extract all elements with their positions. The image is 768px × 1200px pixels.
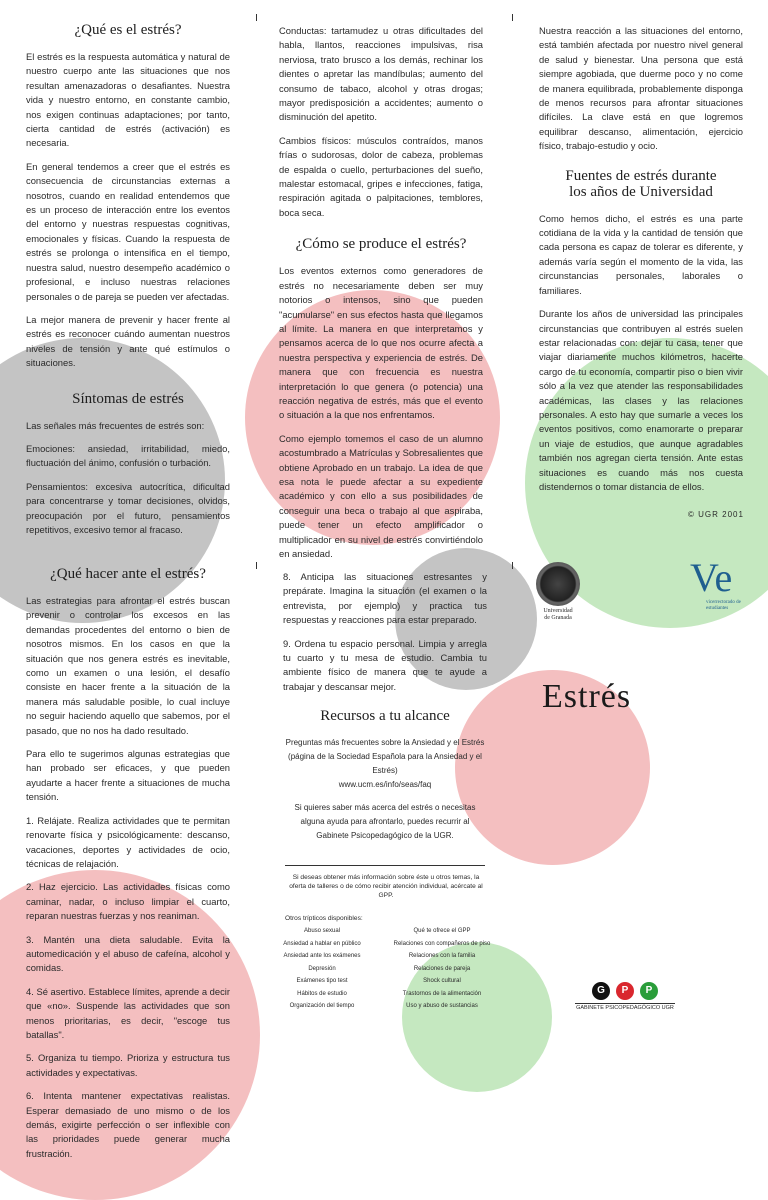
paragraph: 5. Organiza tu tiempo. Prioriza y estructura tus actividades y expectativas. (26, 1052, 230, 1078)
paragraph: 4. Sé asertivo. Establece límites, aprende a decir que «no». Suspende las actividades que son menos prioritarias, es decir, "escoge tus batallas". (26, 985, 230, 1040)
info-note: Si deseas obtener más información sobre éste u otros temas, la oferta de talleres o de cómo recibir atención individual, acércate al GPP. (289, 874, 483, 899)
list-item (262, 963, 502, 976)
paragraph: 8. Anticipa las situaciones estresantes y prepárate. Imagina la situación (el examen o la entrevista, por ejemplo) y practica tus respuestas y reacciones para estar preparado. (283, 571, 487, 626)
paragraph: Como hemos dicho, el estrés es una parte cotidiana de la vida y la cantidad de tensión que cada persona es capaz de tolerar es diferente, y además varía según el momento de la vida, las circunstancias personales, laborales o familiares. (539, 212, 743, 296)
list-item (262, 1000, 502, 1013)
brochure-item: Exámenes tipo test (296, 978, 348, 984)
others-title: Otros trípticos disponibles: (285, 915, 363, 922)
paragraph: Como ejemplo tomemos el caso de un alumno acostumbrado a Matrículas y Sobresalientes que obtiene Aprobado en un trabajo. La idea de que esa nota le puede afectar a su expediente académico y con ello a sus posibilidades de conseguir una beca o trabajo al que aspiraba, puede tener un efecto amplificador o multiplicador en su nivel de estrés convirtiéndolo en ansiedad. (279, 432, 483, 559)
cover-title: Estrés (542, 678, 632, 715)
list-item (262, 938, 502, 951)
section-heading: Recursos a tu alcance (320, 708, 450, 725)
ve-logo (690, 556, 750, 612)
gpp-letter-g: G (592, 982, 610, 1000)
bottom-column-1 (26, 566, 230, 1170)
fold-mark (512, 14, 513, 21)
brochure-item: Shock cultural (423, 978, 461, 984)
gpp-logo (575, 982, 675, 1012)
brochure-item: Relaciones con la familia (408, 953, 476, 959)
brochure-item: Ansiedad ante los exámenes (283, 953, 361, 959)
university-logo (528, 562, 588, 622)
paragraph: 2. Haz ejercicio. Las actividades físicas como caminar, nadar, o incluso limpiar el cuarto, reparan nuestras fuerzas y nos reaniman. (26, 881, 230, 922)
heading-line: los años de Universidad (569, 183, 713, 200)
section-heading: ¿Qué hacer ante el estrés? (50, 566, 206, 582)
list-item (262, 925, 502, 938)
bottom-column-2 (283, 570, 487, 843)
university-name-line: de Granada (544, 615, 572, 621)
brochure-list (262, 925, 502, 1013)
section-heading: ¿Cómo se produce el estrés? (295, 236, 467, 253)
brochure-item: Hábitos de estudio (297, 990, 347, 997)
resource-line: (página de la Sociedad Española para la Ansiedad y el Estrés) (288, 752, 482, 776)
fold-mark (256, 14, 257, 21)
list-item (262, 975, 502, 988)
paragraph: 3. Mantén una dieta saludable. Evita la automedicación y el abuso de cafeína, alcohol y comidas. (26, 933, 230, 974)
paragraph: En general tendemos a creer que el estrés es consecuencia de circunstancias externas a nosotros, cuando en realidad entendemos que es un proceso de interacción entre los eventos del entorno y nuestras respuestas cognitivas, emocionales y físicas. Cuando la respuesta de estrés se prolonga o intensifica en el tiempo, nuestra salud, nuestro desempeño académico o profesional, e incluso nuestras relaciones personales o de pareja se pueden ver afectadas. (26, 160, 230, 302)
paragraph: Cambios físicos: músculos contraídos, manos frías o sudorosas, dolor de cabeza, problemas de espalda o cuello, perturbaciones del sueño, malestar estomacal, gripes e infecciones, fatiga, respiración agitada o palpitaciones, temblores, boca seca. (279, 134, 483, 218)
gpp-label: GABINETE PSICOPEDAGÓGICO UGR (576, 1005, 674, 1011)
top-column-2 (279, 24, 483, 570)
fold-mark (256, 562, 257, 569)
ve-logo-mark: Ve (690, 555, 733, 600)
paragraph: Los eventos externos como generadores de estrés no necesariamente deben ser muy notorios o intensos, sino que pueden "acumularse" en sus efectos hasta que llegamos al límite. La manera en que interpretamos y pensamos acerca de lo que nos ocurre afecta a nuestra perspectiva y experiencia de estrés. De manera que con frecuencia es nuestra interpretación lo que genera (o potencia) una reacción negativa de estrés, más que el evento o situación a la que nos enfrentamos. (279, 265, 483, 421)
brochure-item: Relaciones de pareja (413, 965, 471, 972)
resource-link[interactable]: www.ucm.es/info/seas/faq (338, 780, 432, 790)
list-item (262, 988, 502, 1001)
ve-caption: vicerrectorado de estudiantes (706, 600, 741, 611)
paragraph: Para ello te sugerimos algunas estrategias que han probado ser eficaces, y que pueden ayudarte a hacer frente a situaciones de mucha tensión. (26, 748, 230, 803)
brochure-item: Organización del tiempo (289, 1003, 355, 1009)
paragraph: Las señales más frecuentes de estrés son: (26, 419, 205, 431)
brochure-item: Relaciones con compañeros de piso (393, 940, 491, 947)
paragraph: Conductas: tartamudez u otras dificultades del habla, llantos, reacciones impulsivas, risa nerviosa, trato brusco a los demás, rechinar los dientes o apretar las mandíbulas; aumento del consumo de tabaco, alcohol y otras drogas; mayor predisposición a accidentes; aumento o disminución del apetito. (279, 25, 483, 123)
paragraph: Las estrategias para afrontar el estrés buscan prevenir o controlar los excesos en las demandas procedentes del entorno o bien de nosotros mismos. En los casos en que la situación que nos genera estrés es inevitable, como un examen o una lesión, el desafío consiste en hacer frente a la situación de la manera más saludable posible, lo cual incluye no seguir haciendo aquello que sabemos, por el pasado, que no nos ha dado resultado. (26, 595, 230, 736)
section-heading: ¿Qué es el estrés? (74, 22, 182, 38)
fold-mark (512, 562, 513, 569)
university-name-line: Universidad (543, 608, 573, 614)
gpp-letter-p: P (640, 982, 658, 1000)
paragraph: Pensamientos: excesiva autocrítica, dificultad para concentrarse y tomar decisiones, olvidos, preocupación por el futuro, pensamientos repetitivos, excesivo temor al fracaso. (26, 480, 230, 535)
top-column-1 (26, 22, 230, 546)
brochure-item: Uso y abuso de sustancias (406, 1003, 478, 1009)
paragraph: 9. Ordena tu espacio personal. Limpia y arregla tu cuarto y tu mesa de estudio. Cambia tu ambiente físico de manera que te ayude a trabajar y descansar mejor. (283, 637, 487, 692)
section-heading (539, 168, 743, 200)
top-column-3 (539, 24, 743, 503)
paragraph: Si quieres saber más acerca del estrés o necesitas alguna ayuda para afrontarlo, puedes recurrir al Gabinete Psicopedagógico de la UGR. (294, 803, 476, 841)
paragraph: Durante los años de universidad las principales circunstancias que contribuyen al estrés suelen estar relacionadas con: dejar tu casa, tener que viajar diariamente muchos kilómetros, hacerte cargo de tu economía, compartir piso o bien vivir sólo a la vez que atender las responsabilidades académicas, las clases y las relaciones personales. A esto hay que sumarle a veces los eventos positivos, como enamorarte o preparar un viaje de estudios, que aunque agradables también nos agregan cierta tensión. Ante estas situaciones es cuando más nos cuesta distendernos o tomar distancia de ellos. (539, 308, 743, 492)
brochure-item: Depresión (308, 965, 336, 972)
brochure-item: Qué te ofrece el GPP (413, 928, 471, 934)
resource-line: Preguntas más frecuentes sobre la Ansiedad y el Estrés (285, 738, 485, 748)
paragraph: El estrés es la respuesta automática y natural de nuestro cuerpo ante las situaciones que nos resultan amenazadoras o desafiantes. Nuestra vida y nuestro entorno, en constante cambio, nos exigen continuas adaptaciones; por tanto, cierta cantidad de estrés (activación) es necesaria. (26, 51, 230, 149)
copyright: © UGR 2001 (688, 510, 744, 519)
heading-line: Fuentes de estrés durante (565, 167, 717, 184)
section-heading: Síntomas de estrés (72, 390, 184, 407)
list-item (262, 950, 502, 963)
university-seal-icon (536, 562, 580, 606)
paragraph: 1. Relájate. Realiza actividades que te permitan renovarte física y psicológicamente: descanso, vacaciones, deportes y actividades de ocio, técnicas de relajación. (26, 814, 230, 869)
divider (285, 865, 485, 866)
paragraph (283, 736, 487, 792)
brochure-item: Trastornos de la alimentación (402, 990, 482, 997)
brochure-item: Ansiedad a hablar en público (283, 940, 361, 947)
paragraph: Nuestra reacción a las situaciones del entorno, está también afectada por nuestro nivel general de salud y bienestar. Una persona que está siempre agobiada, que duerme poco y no come de manera equilibrada, probablemente disponga de menos recursos para afrontar situaciones difíciles. La clave está en que logremos equilibrar descanso, alimentación, ejercicio físico, trabajo-estudio y ocio. (539, 25, 743, 152)
paragraph: Emociones: ansiedad, irritabilidad, miedo, fluctuación del ánimo, confusión o turbación. (26, 442, 230, 469)
paragraph: La mejor manera de prevenir y hacer frente al estrés es reconocer cuándo aumentan nuestros niveles de tensión y ante qué estímulos o situaciones. (26, 313, 230, 369)
gpp-letter-p: P (616, 982, 634, 1000)
paragraph: 6. Intenta mantener expectativas realistas. Esperar demasiado de uno mismo o de los demás, exigirte perfección o ser inflexible con las prioridades puede generar mucha frustración. (26, 1090, 230, 1159)
brochure-item: Abuso sexual (303, 928, 341, 934)
